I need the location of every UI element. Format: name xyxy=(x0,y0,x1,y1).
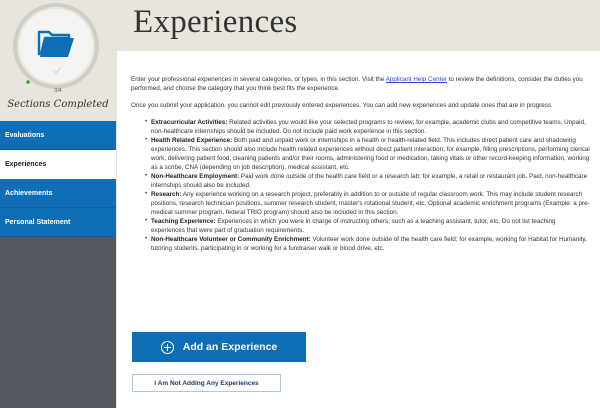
add-experience-label: Add an Experience xyxy=(182,341,278,353)
sidebar-item-experiences[interactable]: Experiences xyxy=(0,150,116,179)
category-term: Health Related Experience: xyxy=(151,137,233,144)
sections-completed-label: Sections Completed xyxy=(7,99,109,110)
instructions xyxy=(131,75,591,253)
list-item xyxy=(151,217,591,235)
progress-ring xyxy=(12,2,100,90)
category-desc: Any experience working on a research project, preferably in addition to or outside of regular classroom work. This may include student research positions, research technician positions, summer research student, master's rotational student, etc. Optional academic enrichment programs (Example: a pre-medical summer program, federal TRIO program) should also be included in this section. xyxy=(151,191,590,216)
main-content xyxy=(117,51,600,408)
category-term: Non-Healthcare Employment: xyxy=(151,173,240,180)
list-item xyxy=(151,118,591,136)
category-desc: Volunteer work done outside of the health care field; for example, working for Habitat for Humanity, tutoring students, participating in or working for a fundraiser walk or blood drive, etc. xyxy=(151,236,587,252)
category-desc: Both paid and unpaid work or internships in a health or health-related field. This includes direct patient care and shadowing experiences. This section should also include health related experiences without direct patient interaction; for example, filling prescriptions, performing clerical work, delivering patient food, cleaning patients and/or their rooms, administering food or medication, taking vitals or other record-keeping information, working as a scribe, CNA (depending on job description), medical assistant, etc. xyxy=(151,137,590,171)
sidebar-nav xyxy=(0,121,116,237)
sidebar-item-personal-statement[interactable]: Personal Statement xyxy=(0,208,116,237)
category-desc: Related activities you would like your selected programs to review; for example, academic clubs and competitive teams. Unpaid, non-healthcare internships should be included. Do not include paid work experience in this section. xyxy=(151,119,586,135)
category-desc: Experiences in which you were in charge of instructing others, such as a teaching assistant, tutor, etc. Do not list teaching experiences that were part of graduation requirements. xyxy=(151,218,556,234)
list-item xyxy=(151,190,591,217)
intro-text: Enter your professional experiences in several categories, or types, in this section. Visit the xyxy=(131,76,386,83)
category-term: Extracurricular Activities: xyxy=(151,119,228,126)
applicant-help-center-link[interactable]: Applicant Help Center xyxy=(385,76,447,83)
list-item xyxy=(151,172,591,190)
plus-circle-icon xyxy=(161,341,174,354)
category-list xyxy=(131,118,591,253)
progress-panel xyxy=(0,0,116,121)
sidebar xyxy=(0,0,116,408)
intro-paragraph xyxy=(131,75,591,93)
list-item xyxy=(151,136,591,172)
sidebar-item-evaluations[interactable]: Evaluations xyxy=(0,121,116,150)
page-title: Experiences xyxy=(133,4,298,40)
intro-text-end: to review the definitions, consider the duties you performed, and choose the category that you think best fits the experience. xyxy=(131,76,583,92)
sidebar-item-achievements[interactable]: Achievements xyxy=(0,179,116,208)
edit-notice-paragraph: Once you submit your application, you cannot edit previously entered experiences. You can add new experiences and update ones that are in progress. xyxy=(131,102,553,109)
page-header xyxy=(116,0,600,50)
category-desc: Paid work done outside of the health care field or a research lab; for example, a retail or restaurant job. Paid, non-healthcare internships should also be included. xyxy=(151,173,588,189)
add-experience-button[interactable] xyxy=(132,332,306,362)
category-term: Non-Healthcare Volunteer or Community Enrichment: xyxy=(151,236,311,243)
not-adding-experiences-button[interactable]: I Am Not Adding Any Experiences xyxy=(132,374,281,392)
category-term: Teaching Experience: xyxy=(151,218,216,225)
progress-count: 0/4 xyxy=(54,88,62,94)
category-term: Research: xyxy=(151,191,182,198)
list-item xyxy=(151,235,591,253)
